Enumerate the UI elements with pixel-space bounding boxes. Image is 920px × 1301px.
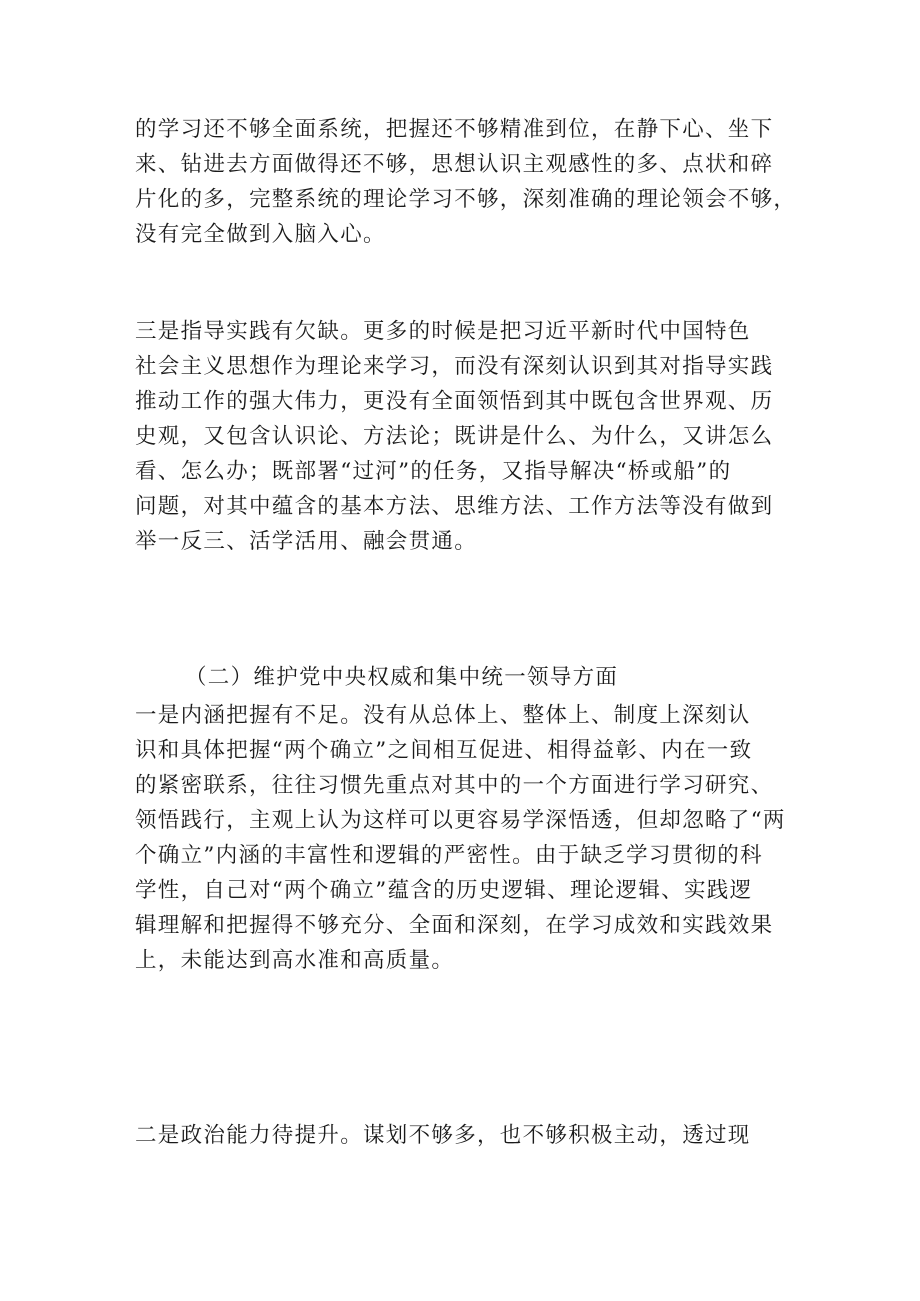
text-line: 推动工作的强大伟力，更没有全面领悟到其中既包含世界观、历 (135, 389, 774, 414)
section-heading (185, 660, 785, 695)
text-line: 一是内涵把握有不足。没有从总体上、整体上、制度上深刻认 (135, 703, 751, 728)
text-line: 史观，又包含认识论、方法论；既讲是什么、为什么，又讲怎么 (135, 424, 774, 449)
text-line: 片化的多，完整系统的理论学习不够，深刻准确的理论领会不够， (135, 187, 797, 212)
text-line: 个确立”内涵的丰富性和逻辑的严密性。由于缺乏学习贯彻的科 (135, 843, 763, 868)
paragraph-political-ability (135, 1118, 795, 1153)
text-line: 的紧密联系，往往习惯先重点对其中的一个方面进行学习研究、 (135, 773, 774, 798)
text-line: 的学习还不够全面系统，把握还不够精准到位，在静下心、坐下 (135, 117, 774, 142)
text-line: 二是政治能力待提升。谋划不够多，也不够积极主动，透过现 (135, 1123, 751, 1148)
paragraph-connotation (135, 698, 795, 978)
text-line: 学性，自己对“两个确立”蕴含的历史逻辑、理论逻辑、实践逻 (135, 878, 753, 903)
text-line: 没有完全做到入脑入心。 (135, 222, 386, 247)
text-line: 看、怎么办；既部署“过河”的任务，又指导解决“桥或船”的 (135, 459, 732, 484)
text-line: 识和具体把握“两个确立”之间相互促进、相得益彰、内在一致 (135, 738, 753, 763)
text-line: 来、钻进去方面做得还不够，思想认识主观感性的多、点状和碎 (135, 152, 774, 177)
text-line: 上，未能达到高水准和高质量。 (135, 948, 455, 973)
text-line: 问题，对其中蕴含的基本方法、思维方法、工作方法等没有做到 (135, 494, 774, 519)
text-line: 三是指导实践有欠缺。更多的时候是把习近平新时代中国特色 (135, 319, 751, 344)
paragraph-study-depth (135, 112, 795, 252)
text-line: 社会主义思想作为理论来学习，而没有深刻认识到其对指导实践 (135, 354, 774, 379)
heading-line: （二）维护党中央权威和集中统一领导方面 (185, 665, 619, 690)
text-line: 领悟践行，主观上认为这样可以更容易学深悟透，但却忽略了“两 (135, 808, 786, 833)
text-line: 举一反三、活学活用、融会贯通。 (135, 529, 478, 554)
paragraph-practice-guidance (135, 314, 795, 559)
text-line: 辑理解和把握得不够充分、全面和深刻，在学习成效和实践效果 (135, 913, 774, 938)
